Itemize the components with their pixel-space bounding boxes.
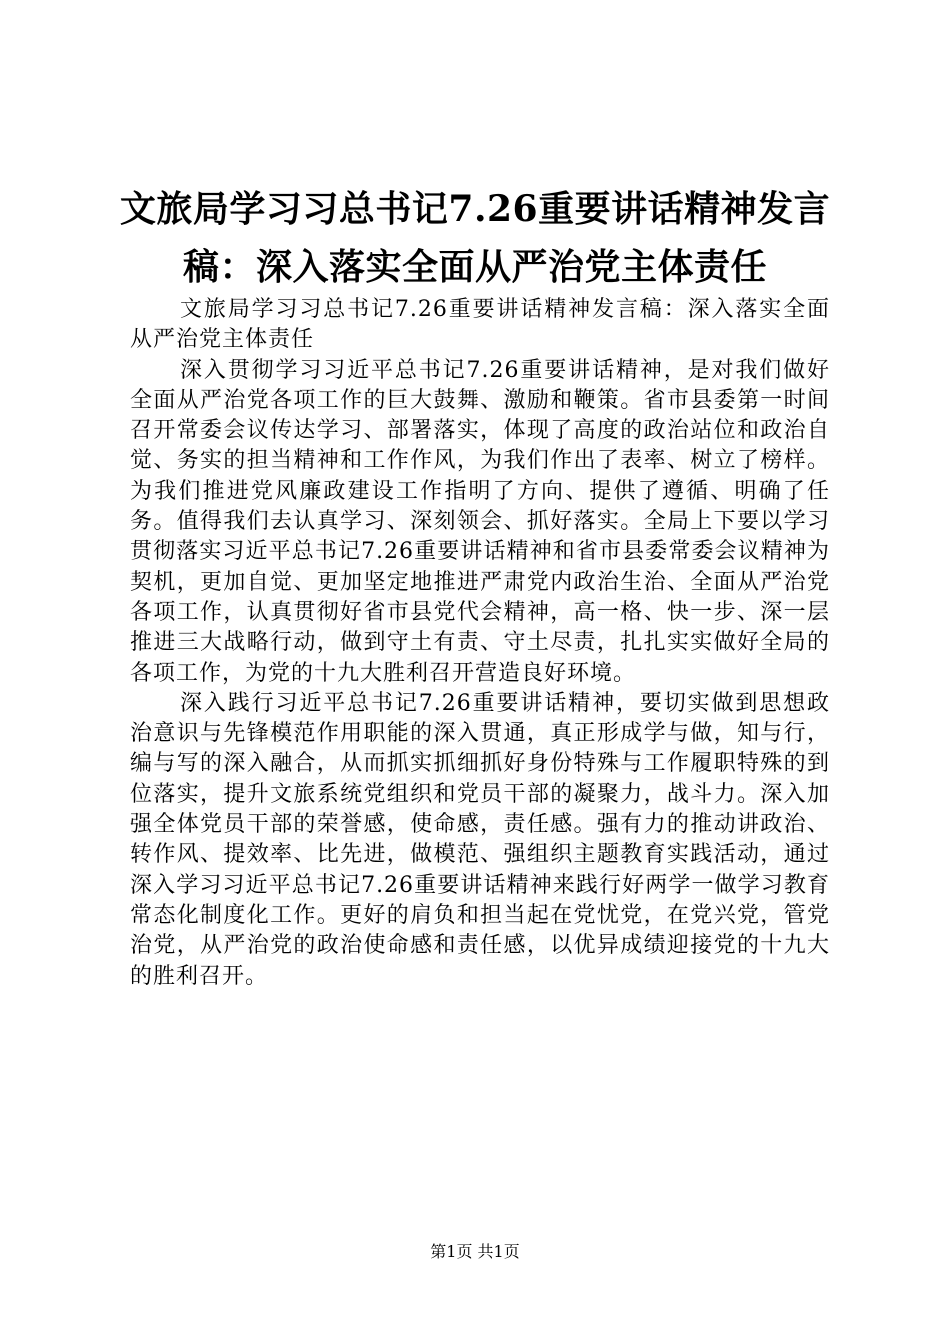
document-title: 文旅局学习习总书记7.26重要讲话精神发言稿：深入落实全面从严治党主体责任 [119, 188, 831, 288]
document-body [130, 295, 830, 992]
page-number-footer: 第1页 共1页 [430, 1242, 520, 1261]
paragraph-study: 深入贯彻学习习近平总书记7.26重要讲话精神，是对我们做好全面从严治党各项工作的巨大鼓舞、激励和鞭策。省市县委第一时间召开常委会议传达学习、部署落实，体现了高度的政治站位和政治自觉、务实的担当精神和工作作风，为我们作出了表率、树立了榜样。为我们推进党风廉政建设工作指明了方向、提供了遵循、明确了任务。值得我们去认真学习、深刻领会、抓好落实。全局上下要以学习贯彻落实习近平总书记7.26重要讲话精神和省市县委常委会议精神为契机，更加自觉、更加坚定地推进严肃党内政治生治、全面从严治党各项工作，认真贯彻好省市县党代会精神，高一格、快一步、深一层推进三大战略行动，做到守土有责、守土尽责，扎扎实实做好全局的各项工作，为党的十九大胜利召开营造良好环境。 [130, 357, 830, 686]
paragraph-intro: 文旅局学习习总书记7.26重要讲话精神发言稿：深入落实全面从严治党主体责任 [130, 297, 830, 353]
paragraph-practice: 深入践行习近平总书记7.26重要讲话精神，要切实做到思想政治意识与先锋模范作用职能的深入贯通，真正形成学与做，知与行，编与写的深入融合，从而抓实抓细抓好身份特殊与工作履职特殊的到位落实，提升文旅系统党组织和党员干部的凝聚力，战斗力。深入加强全体党员干部的荣誉感，使命感，责任感。强有力的推动讲政治、转作风、提效率、比先进，做模范、强组织主题教育实践活动，通过深入学习习近平总书记7.26重要讲话精神来践行好两学一做学习教育常态化制度化工作。更好的肩负和担当起在党忧党，在党兴党，管党治党，从严治党的政治使命感和责任感，以优异成绩迎接党的十九大的胜利召开。 [130, 690, 830, 989]
